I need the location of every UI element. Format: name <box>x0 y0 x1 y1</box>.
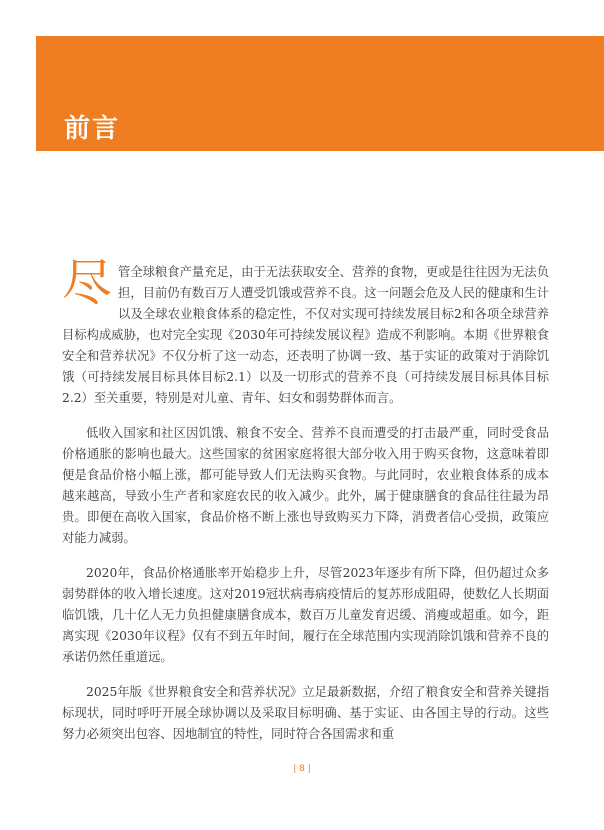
paragraph-4: 2025年版《世界粮食安全和营养状况》立足最新数据，介绍了粮食安全和营养关键指标现状，同时呼吁开展全球协调以及采取目标明确、基于实证、由各国主导的行动。这些努力必须突出包容、因地制宜的特性，同时符合各国需求和重 <box>62 685 549 741</box>
paragraph-3: 2020年，食品价格通胀率开始稳步上升，尽管2023年逐步有所下降，但仍超过众多弱势群体的收入增长速度。这对2019冠状病毒病疫情后的复苏形成阻碍，使数亿人长期面临饥饿，几十亿人无力负担健康膳食成本，数百万儿童发育迟缓、消瘦或超重。如今，距离实现《2030年议程》仅有不到五年时间，履行在全球范围内实现消除饥饿和营养不良的承诺仍然任重道远。 <box>62 566 549 664</box>
page-number-value: 8 <box>299 764 305 774</box>
paragraph-2: 低收入国家和社区因饥饿、粮食不安全、营养不良而遭受的打击最严重，同时受食品价格通胀的影响也最大。这些国家的贫困家庭将很大部分收入用于购买食物，这意味着即便是食品价格小幅上涨，都可能导致人们无法购买食物。与此同时，农业粮食体系的成本越来越高，导致小生产者和家庭农民的收入减少。此外，属于健康膳食的食品往往最为昂贵。即便在高收入国家，食品价格不断上涨也导致购买力下降，消费者信心受损，政策应对能力减弱。 <box>62 426 549 545</box>
drop-cap: 尽 <box>62 254 112 312</box>
body-content <box>62 254 549 759</box>
paragraph-1 <box>62 254 549 409</box>
paragraph-text: 管全球粮食产量充足，由于无法获取安全、营养的食物，更或是往往因为无法负担，目前仍有数百万人遭受饥饿或营养不良。这一问题会危及人民的健康和生计以及全球农业粮食体系的稳定性，不仅对实现可持续发展目标2和各项全球营养目标构成威胁，也对完全实现《2030年可持续发展议程》造成不利影响。本期《世界粮食安全和营养状况》不仅分析了这一动态，还表明了协调一致、基于实证的政策对于消除饥饿（可持续发展目标具体目标2.1）以及一切形式的营养不良（可持续发展目标具体目标2.2）至关重要，特别是对儿童、青年、妇女和弱势群体而言。 <box>62 265 549 405</box>
page-title: 前言 <box>64 114 121 144</box>
page-number: | 8 | <box>293 764 311 774</box>
header-banner <box>36 36 604 151</box>
